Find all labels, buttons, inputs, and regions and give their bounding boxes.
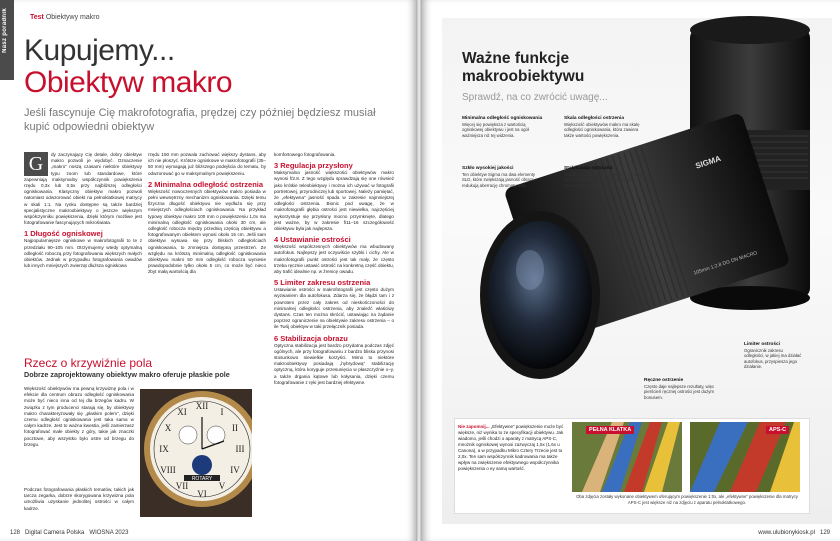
pocket-watch-photo xyxy=(140,389,252,517)
svg-text:VI: VI xyxy=(197,489,207,499)
section-4-text: Większość współczesnych obiektywów ma wbudowany autofokus. Najlepszy jest oczywiście szybki i cichy. Ale w makrofotografii punkt ostrości jest tak mały, że często trzeba ręcznie ustawić ostrość na konkretną część obiektu, aby trafić idealnie np. w źrenicę owadu. xyxy=(274,244,394,275)
svg-text:IV: IV xyxy=(230,465,240,475)
footer-url: www.ulubionykiosk.pl xyxy=(758,530,815,536)
svg-text:IX: IX xyxy=(159,444,169,454)
svg-text:X: X xyxy=(164,423,172,433)
column-1 xyxy=(24,152,142,269)
title-line1: Kupujemy... xyxy=(24,34,175,67)
right-footer xyxy=(758,530,830,536)
section-3-heading: 3 Regulacja przysłony xyxy=(274,161,353,171)
callout-glass: Szkło wysokiej jakości Ten obiektyw Sigma ma dwa elementy SLD, które zwiększają jasność obrazu i redukują aberrację chromatyczną. xyxy=(462,166,537,188)
page-number-left: 128 xyxy=(10,530,21,536)
callout-stabilization: Stabilizacja optyczna Stabilizacja optyczna jest ważna i pomaga, ale jest mniej skuteczna w przypadku ekstremalnych zbliżeń. xyxy=(564,166,646,188)
dropcap: G xyxy=(24,152,48,176)
right-subtitle: Sprawdź, na co zwrócić uwagę... xyxy=(462,92,608,103)
right-title: Ważne funkcje makroobiektywu xyxy=(462,50,585,85)
label-full-frame: PEŁNA KLATKA xyxy=(586,426,634,434)
intro-text: dy zaczynający Cię detale, dobry obiektyw makro pozwoli je wydobyć. Oznaczenie „makro” noszą czasami niektóre obiektywy typu zoom lub standardowe, które zapewniają maksymalny współczynnik powiększenia rzędu 0,3x lub 0,5x przy najbliższej odległości ogniskowania. Klasyczny obiektyw makro pozwoli natomiast odwzorować obiekt na pełnoklatkowej matrycy w skali 1:1. Na rynku dostępne są także bardziej specjalistyczne makroobiektywy o jeszcze większym współczynniku powiększenia, dzięki którym możliwe jest fotografowanie fascynujących mikroświata. xyxy=(24,152,142,226)
box-text-1: Większość obiektywów ma pewną krzywiznę pola i w efekcie dla centrum obrazu odległość ogniskowania może być nieco inna od tej dla brzegów kadru. W związku z tym producenci starają się, by obiektywy makro charakteryzowały się „płaskim polem”, dzięki czemu odległość ogniskowania jest taka sama w całym kadrze. Jest to ważna kwestia, jeśli zamierzasz fotografować małe obiekty z góry, takie jak znaczki pocztowe, aby wszystko było ostre od brzegu do brzegu. xyxy=(24,386,134,447)
section-3-text: Maksymalna jasność większości obiektywów makro wynosi f/2.8. Z tego względu sprawdzają się one również jako krótkie teleobiektywy i można ich używać w fotografii portretowej, przyrodniczej lub sportowej. Należy pamiętać, że „efektywna” jasność spada w zakresie najmniejszej odległości ostrzenia. Bionic pod uwagę, że w makrofotografii głębia ostrości jest niewielka, najczęściej wykorzystuje się przysłony mocno przymknięte, dlatego jest ważne, by w zakresie f/11–16 szczegółowość obiektywu była jak najlepsza. xyxy=(274,170,394,232)
magazine-name: Digital Camera Polska xyxy=(25,530,85,536)
section-5-text: Ustawianie ostrości w makrofotografii jest często dużym wyzwaniem dla autofokusa. Zdarza się, że błądzi tam i z powrotem przez cały zakres od nieskończoności do minimalnej odległości ostrzenia, aby znaleźć właściwy dystans. Czas ten można skrócić, ustawiając na żądanie poprzez ograniczenie na obiektywie zakresu ostrzenia – o ile Twój obiektyw w taki przełącznik posiada. xyxy=(274,287,394,330)
column-2 xyxy=(148,152,266,276)
svg-text:XII: XII xyxy=(195,401,209,411)
section-test: Test xyxy=(30,14,44,21)
callout-min-focus: Minimalna odległość ogniskowania Więcej się powiększa z wartością ogniskowej obiektywu i jest na ogół ważniejsza niż tej widzenia. xyxy=(462,116,543,138)
column-2-continued: rzędu 150 mm pozwala zachować większy dystans, aby ich nie płoszyć. Krótsze ogniskowe w makrofotografii (35–50 mm) wymagają już bliższego podejścia do tematu, by odwzorować go w maksymalnym powiększeniu. xyxy=(148,152,266,176)
callout-distance-scale: Skala odległości ostrzenia Większość obiektywów makro ma skalę odległości ogniskowania, która zawiera także wartości powiększenia. xyxy=(564,116,640,138)
lead-text: Jeśli fascynuje Cię makrofotografia, prędzej czy później będziesz musiał kupić odpowiedni obiektyw xyxy=(24,107,376,133)
svg-text:XI: XI xyxy=(177,407,187,417)
left-footer xyxy=(10,530,128,536)
title-line2: Obiektyw makro xyxy=(24,66,233,99)
svg-text:ROTARY: ROTARY xyxy=(191,476,213,482)
section-1-text: Najpopularniejsze ogniskowe w makrofotografii to te z przedziału 90–105 mm. Otrzymujemy wtedy optymalną odległość roboczą przy fotografowaniu większych małych obiektów. Jednak w przypadku fotografowania owadów lub innych mniejszych zwierząt dłuższa ogniskowa xyxy=(24,238,142,269)
svg-text:I: I xyxy=(220,407,224,417)
svg-text:VIII: VIII xyxy=(160,465,176,475)
note-text: Nie zapomnij... „Efektywne” powiększenie może być większe, niż wynika to ze specyfikacji obiektywu. Jak wiadomo, jeśli chodzi o aparaty z matrycą APS-C, mnożnik ogniskowej wynosi zazwyczaj 1,5x (1,6x u Canona), a w przypadku Mikro Cztery Trzecie jest to 2,0x. Ten sam współczynnik kadrowania ma także wpływ na zwiększenie efektywnego współczynnika powiększenia o ey samą wartość. xyxy=(458,424,564,471)
section-2-text: Większość nowoczesnych obiektywów makro posiada w pełni wewnętrzny mechanizm ogniskowania. Dzięki temu fizyczna długość obiektywu nie wydłuża się przy mniejszych odległościach ogniskowania. Na przykład typowy obiektyw makro 100 mm o powiększeniu 1,0x ma minimalną odległość ogniskowania około 30 cm, ale odległość robocza między przednią częścią obiektywu a fotografowanym obiektem wynosi około 15 cm. Jeśli sam obiektyw wysuwa się przy bliskich odległościach ogniskowania, to zmniejsza dostępną przestrzeń. Ze względu na krótszą minimalną odległość ogniskowania obiektywu makro 50 mm odległość robocza wyniesie prawdopodobnie tylko około 5 cm, co może być nieco zbyt małą wartością dla xyxy=(148,188,266,275)
column-3 xyxy=(274,152,394,386)
box-deck: Dobrze zaprojektowany obiektyw makro oferuje płaskie pole xyxy=(24,370,230,379)
svg-text:III: III xyxy=(235,444,245,454)
section-label xyxy=(30,14,100,21)
section-name: Obiektywy makro xyxy=(45,14,100,21)
lens-spec: 105mm 1:2.8 DG DN MACRO xyxy=(692,250,759,277)
column-3-continued: komfortowego fotografowania. xyxy=(274,152,336,157)
callout-limiter: Limiter ostrości Ogranicznik zakresu odległości, w jakiej ma działać autofokus, przyspiesza jego działanie. xyxy=(744,342,802,370)
section-1-heading: 1 Długość ogniskowej xyxy=(24,229,103,239)
box-heading: Rzecz o krzywiźnie pola xyxy=(24,356,153,370)
photo-caption: Oba zdjęcia zostały wykonane obiektywem oferującym powiększenie 1:0x, ale „efektywne” powiększenie dla matrycy APS-C jest większe niż na zdjęciu z aparatu pełnoklatkowego. xyxy=(576,494,798,505)
section-6-heading: 6 Stabilizacja obrazu xyxy=(274,333,348,343)
pocket-watch-icon xyxy=(140,389,252,517)
side-tab-label: Nasz poradnik xyxy=(2,8,8,53)
left-page xyxy=(0,0,416,541)
page-number-right: 129 xyxy=(819,530,830,536)
right-page xyxy=(422,0,840,541)
section-2-heading: 2 Minimalna odległość ostrzenia xyxy=(148,179,264,189)
section-6-text: Optyczna stabilizacja jest bardzo przydatna podczas zdjęć ogólnych, ale przy fotografowaniu z bardzo bliska przynosi stosunkowo niewielkie korzyści. Mimo to niektóre makroobiektywy posiadają „hybrydową” stabilizację optyczną, która koryguje przesunięcia w płaszczyźnie x–y, a także drgania kątowe lub kołysania, dzięki czemu fotografowanie z ręki jest bardziej efektywne. xyxy=(274,342,394,385)
label-aps-c: APS-C xyxy=(766,426,789,434)
callout-manual-focus: Ręczne ostrzenie Często daje najlepsze rezultaty, więc pierścień ręcznej ostrości jest dużym bonusem. xyxy=(644,378,715,400)
lens-brand: SIGMA xyxy=(694,153,723,171)
section-4-heading: 4 Ustawianie ostrości xyxy=(274,235,351,245)
svg-text:V: V xyxy=(218,481,226,491)
box-text-2: Podczas fotografowania płaskich tematów, takich jak tarcza zegarka, dobrze skorygowana krzywizna pola umożliwia uzyskanie jednolitej ostrości w całym kadrze. xyxy=(24,487,134,511)
section-5-heading: 5 Limiter zakresu ostrzenia xyxy=(274,278,371,288)
issue-name: WIOSNA 2023 xyxy=(89,530,129,536)
svg-text:II: II xyxy=(232,423,238,433)
svg-text:VII: VII xyxy=(175,481,189,491)
side-tab xyxy=(0,0,14,80)
